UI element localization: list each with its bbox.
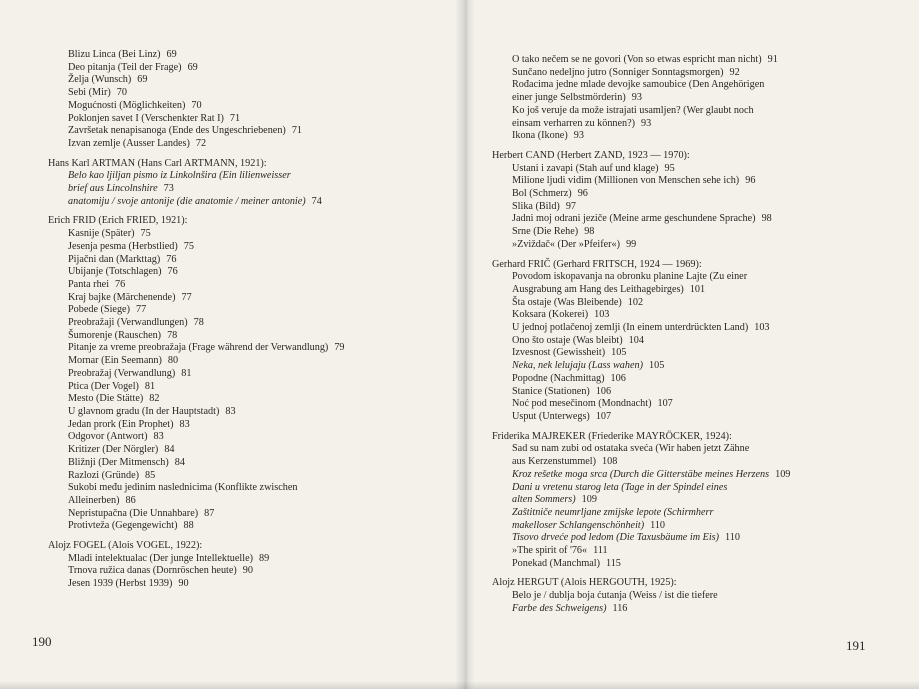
index-entry	[512, 188, 790, 201]
author-name: Herbert CAND (Herbert ZAND, 1923 — 1970):	[492, 149, 690, 161]
entry-page-number: 71	[229, 112, 241, 124]
entry-title: makelloser Schlangenschönheit)	[512, 519, 645, 531]
index-entry	[512, 118, 790, 131]
entry-title: Deo pitanja (Teil der Frage)	[68, 61, 182, 73]
entry-title: Jesen 1939 (Herbst 1939)	[68, 578, 173, 590]
index-entry	[512, 130, 790, 143]
author-name: Erich FRID (Erich FRIED, 1921):	[48, 215, 188, 227]
entry-page-number: 89	[259, 552, 270, 564]
entry-page-number: 76	[166, 253, 177, 265]
entry-title: Mesto (Die Stätte)	[68, 393, 144, 405]
author-heading	[48, 215, 345, 228]
index-entry	[68, 565, 345, 578]
index-entry	[512, 507, 790, 520]
entry-title: Završetak nenapisanoga (Ende des Ungeschriebenen)	[68, 125, 286, 137]
author-heading	[48, 158, 345, 171]
index-entry	[512, 175, 790, 188]
entry-title: Pijačni dan (Markttag)	[68, 253, 161, 265]
index-entry	[512, 590, 790, 603]
entry-page-number: 108	[602, 456, 618, 468]
entry-title: Mogućnosti (Möglichkeiten)	[68, 99, 186, 111]
right-page-number: 191	[846, 638, 866, 653]
entry-page-number: 91	[767, 54, 778, 65]
index-entry	[512, 386, 790, 399]
entry-title: Zaštitniče neumrljane zmijske lepote (Schirmherr	[512, 506, 714, 518]
entry-title: Ustani i zavapi (Stah auf und klage)	[512, 162, 659, 174]
section-gap	[492, 252, 790, 259]
entry-page-number: 109	[775, 468, 791, 480]
entry-title: Slika (Bild)	[512, 200, 560, 212]
entry-page-number: 74	[311, 195, 322, 207]
index-entry	[512, 545, 790, 558]
entry-title: Ubijanje (Totschlagen)	[68, 266, 162, 278]
entry-page-number: 83	[225, 405, 236, 417]
entry-page-number: 96	[745, 175, 756, 187]
entry-page-number: 93	[641, 117, 652, 129]
entry-page-number: 78	[167, 329, 178, 341]
entry-title: Sad su nam zubi od ostataka sveća (Wir haben jetzt Zähne	[512, 443, 750, 455]
entry-title: Usput (Unterwegs)	[512, 410, 590, 422]
entry-page-number: 77	[135, 304, 147, 316]
index-entry	[68, 241, 345, 254]
entry-title: Jedan prork (Ein Prophet)	[68, 418, 174, 430]
entry-page-number: 99	[626, 238, 637, 250]
index-entry	[512, 456, 790, 469]
entry-title: Kasnije (Später)	[68, 228, 135, 240]
index-entry	[68, 578, 345, 591]
entry-title: Jadni moj odrani jezičе (Meine arme geschundene Sprache)	[512, 213, 756, 225]
entry-title: Farbe des Schweigens)	[512, 602, 607, 614]
entry-page-number: 105	[611, 347, 627, 359]
index-entry	[68, 355, 345, 368]
entry-title: Šumorenje (Rauschen)	[68, 329, 162, 341]
entry-page-number: 80	[167, 355, 179, 367]
entry-title: Stanice (Stationen)	[512, 385, 590, 397]
entry-page-number: 115	[605, 557, 621, 569]
entry-title: Povodom iskopavanja na obronku planine Lajte (Zu einer	[512, 271, 748, 283]
entry-title: einsam verharren zu können?)	[512, 117, 636, 129]
entry-page-number: 101	[689, 283, 706, 295]
index-entry	[68, 266, 345, 279]
entry-page-number: 90	[242, 565, 253, 577]
entry-title: Ponekad (Manchmal)	[512, 557, 600, 569]
entry-title: Protivteža (Gegengewicht)	[68, 520, 178, 532]
index-entry	[512, 373, 790, 386]
index-entry	[68, 279, 345, 292]
entry-title: Belo kao ljiljan pismo iz Linkolnšira (Ein lilienweisser	[68, 170, 291, 182]
index-entry	[68, 330, 345, 343]
entry-page-number: 84	[164, 444, 175, 456]
entry-page-number: 87	[204, 507, 215, 519]
entry-title: Poklonjen savet I (Verschenkter Rat I)	[68, 112, 224, 124]
entry-page-number: 92	[729, 66, 740, 78]
entry-page-number: 111	[593, 545, 608, 557]
section-gap	[48, 533, 345, 540]
entry-page-number: 86	[125, 494, 136, 506]
index-entry	[512, 532, 790, 545]
entry-title: Sukobi među jedinim naslednicima (Konflikte zwischen	[68, 482, 298, 494]
section-gap	[492, 424, 790, 431]
entry-page-number: 70	[116, 87, 127, 99]
entry-page-number: 79	[334, 342, 345, 354]
entry-page-number: 110	[725, 532, 740, 544]
index-entry	[512, 494, 790, 507]
index-entry	[512, 558, 790, 571]
index-entry	[68, 62, 345, 75]
index-entry	[512, 603, 790, 616]
right-page	[462, 0, 919, 689]
index-entry	[512, 226, 790, 239]
index-entry	[512, 469, 790, 482]
entry-page-number: 96	[577, 188, 588, 200]
entry-page-number: 78	[193, 317, 204, 329]
index-entry	[68, 304, 345, 317]
entry-page-number: 98	[584, 226, 595, 238]
entry-page-number: 106	[610, 372, 626, 384]
author-name: Alojz HERGUT (Alois HERGOUTH, 1925):	[492, 577, 677, 589]
entry-title: Odgovor (Antwort)	[68, 431, 148, 443]
index-entry	[68, 87, 345, 100]
entry-title: Popodne (Nachmittag)	[512, 372, 605, 384]
index-entry	[512, 411, 790, 424]
entry-title: Belo je / dublja boja ćutanja (Weiss / ist die tiefere	[512, 590, 718, 602]
index-entry	[512, 67, 790, 80]
index-entry	[68, 553, 345, 566]
book-gutter	[455, 0, 475, 689]
entry-page-number: 81	[181, 367, 192, 379]
index-entry	[68, 49, 345, 62]
index-entry	[512, 239, 790, 252]
entry-title: Želja (Wunsch)	[68, 74, 132, 86]
index-entry	[68, 393, 345, 406]
index-entry	[68, 292, 345, 305]
index-entry	[512, 482, 790, 495]
entry-page-number: 109	[581, 494, 597, 506]
entry-title: Pitanje za vreme preobražaja (Frage während der Verwandlung)	[68, 342, 329, 354]
index-entry	[512, 443, 790, 456]
entry-title: aus Kerzenstummel)	[512, 456, 597, 468]
index-entry	[512, 201, 790, 214]
entry-title: Mornar (Ein Seemann)	[68, 355, 162, 367]
index-entry	[512, 360, 790, 373]
index-entry	[512, 54, 790, 67]
index-entry	[68, 228, 345, 241]
entry-page-number: 102	[627, 296, 644, 308]
index-entry	[68, 470, 345, 483]
entry-title: O tako nečem se ne govori (Von so etwas espricht man nicht)	[512, 54, 762, 65]
entry-title: Dani u vretenu starog leta (Tage in der Spindel eines	[512, 481, 728, 493]
entry-title: Bližnji (Der Mitmensch)	[68, 456, 169, 468]
entry-title: Kraj bajke (Märchenende)	[68, 291, 176, 303]
entry-title: Neka, nek lelujaju (Lass wahen)	[512, 360, 643, 372]
index-entry	[68, 100, 345, 113]
page-bottom-edge	[0, 681, 919, 689]
entry-page-number: 81	[144, 380, 156, 392]
author-heading	[48, 540, 345, 553]
entry-page-number: 77	[181, 291, 192, 303]
entry-title: Tisovo drvеće pod ledom (Die Taxusbäume im Eis)	[512, 532, 720, 544]
index-entry	[512, 309, 790, 322]
index-entry	[68, 508, 345, 521]
entry-page-number: 83	[179, 418, 190, 430]
entry-title: Jesenja pesma (Herbstlied)	[68, 240, 178, 252]
index-entry	[68, 125, 345, 138]
entry-page-number: 88	[183, 520, 194, 532]
entry-title: anatomiju / svoje antonije (die anatomie / meiner antonie)	[68, 195, 306, 207]
entry-page-number: 72	[195, 137, 207, 149]
index-entry	[68, 419, 345, 432]
index-entry	[68, 406, 345, 419]
entry-title: Rođacima jedne mlade devojke samoubice (Den Angehörigen	[512, 79, 765, 91]
index-entry	[68, 457, 345, 470]
index-entry	[512, 105, 790, 118]
entry-page-number: 83	[153, 431, 164, 443]
section-gap	[48, 151, 345, 158]
index-entry	[68, 368, 345, 381]
index-entry	[68, 254, 345, 267]
index-entry	[68, 74, 345, 87]
entry-title: Mladi intelektualac (Der junge Intellektuelle)	[68, 552, 253, 564]
index-entry	[512, 297, 790, 310]
index-entry	[68, 113, 345, 126]
entry-title: Koksara (Kokerei)	[512, 309, 589, 321]
entry-title: Blizu Linca (Bei Linz)	[68, 49, 161, 60]
author-heading	[492, 150, 790, 163]
index-entry	[68, 183, 345, 196]
entry-page-number: 90	[178, 578, 189, 590]
entry-page-number: 82	[149, 393, 160, 405]
entry-title: Noć pod mesečinom (Mondnacht)	[512, 398, 652, 410]
entry-title: Alleinerben)	[68, 494, 120, 506]
index-entry	[512, 398, 790, 411]
entry-page-number: 106	[595, 385, 612, 397]
index-entry	[68, 196, 345, 209]
index-entry	[512, 322, 790, 335]
entry-page-number: 69	[187, 61, 198, 73]
index-entry	[68, 381, 345, 394]
entry-page-number: 95	[664, 162, 675, 174]
index-entry	[512, 520, 790, 533]
index-entry	[68, 495, 345, 508]
entry-page-number: 107	[595, 410, 612, 422]
index-entry	[512, 347, 790, 360]
section-gap	[492, 143, 790, 150]
entry-page-number: 70	[191, 99, 202, 111]
entry-title: Ko još veruje da može istrajati usamljen? (Wer glaubt noch	[512, 104, 754, 116]
entry-title: Srne (Die Rehe)	[512, 226, 579, 238]
entry-title: Izvan zemlje (Ausser Landes)	[68, 137, 190, 149]
entry-title: alten Sommers)	[512, 494, 576, 506]
entry-title: Pobede (Siege)	[68, 304, 130, 316]
entry-page-number: 76	[115, 278, 126, 290]
author-name: Hans Karl ARTMAN (Hans Carl ARTMANN, 1921):	[48, 157, 267, 169]
index-entry	[68, 170, 345, 183]
entry-title: Kroz rešetke moga srca (Durch die Gitterstäbe meines Herzens	[512, 468, 770, 480]
entry-page-number: 71	[291, 125, 302, 137]
entry-title: einer junge Selbstmörderin)	[512, 92, 626, 104]
entry-title: brief aus Lincolnshire	[68, 183, 158, 195]
entry-page-number: 97	[565, 200, 577, 212]
section-gap	[492, 570, 790, 577]
index-entry	[68, 482, 345, 495]
entry-page-number: 104	[628, 334, 644, 346]
entry-title: Razlozi (Gründe)	[68, 469, 139, 481]
entry-title: U glavnom gradu (In der Hauptstadt)	[68, 405, 220, 417]
index-entry	[68, 138, 345, 151]
entry-title: Trnova ružica danas (Dornröschen heute)	[68, 565, 237, 577]
left-page	[0, 0, 458, 689]
entry-page-number: 76	[167, 266, 178, 278]
entry-title: Ikona (Ikone)	[512, 130, 568, 142]
author-heading	[492, 259, 790, 272]
index-entry	[68, 317, 345, 330]
entry-page-number: 110	[650, 519, 666, 531]
author-name: Gerhard FRIČ (Gerhard FRITSCH, 1924 — 1969):	[492, 258, 702, 270]
entry-page-number: 116	[612, 602, 628, 614]
index-entry	[512, 213, 790, 226]
author-name: Alojz FOGEL (Alois VOGEL, 1922):	[48, 540, 203, 552]
index-entry	[512, 284, 790, 297]
entry-title: Nepristupačna (Die Unnahbare)	[68, 507, 199, 519]
left-page-number: 190	[32, 634, 52, 649]
entry-title: Panta rhei	[68, 278, 110, 290]
entry-page-number: 84	[174, 456, 185, 468]
entry-title: »The spirit of '76«	[512, 545, 588, 557]
entry-title: Kritizer (Der Nörgler)	[68, 444, 159, 456]
entry-title: U jednoj potlačenoj zemlji (In einem unterdrückten Land)	[512, 322, 749, 334]
entry-page-number: 93	[631, 92, 642, 104]
entry-page-number: 69	[166, 49, 177, 60]
section-gap	[48, 208, 345, 215]
entry-page-number: 107	[657, 398, 673, 410]
index-entry	[68, 431, 345, 444]
entry-title: Sunčano nedeljno jutro (Sonniger Sonntagsmorgen)	[512, 66, 724, 78]
entry-title: Šta ostaje (Was Bleibende)	[512, 296, 622, 308]
index-entry	[68, 342, 345, 355]
entry-title: Ono što ostaje (Was bleibt)	[512, 334, 623, 346]
left-page-index	[48, 49, 345, 591]
right-page-index	[492, 54, 790, 616]
entry-title: Preobražaji (Verwandlungen)	[68, 317, 188, 329]
author-name: Friderika MAJREKER (Friederike MAYRÖCKER, 1924):	[492, 430, 732, 442]
entry-title: Ausgrabung am Hang des Leithagebirges)	[512, 283, 684, 295]
index-entry	[512, 335, 790, 348]
entry-title: Izvesnost (Gewissheit)	[512, 347, 606, 359]
entry-page-number: 73	[163, 183, 174, 195]
author-heading	[492, 431, 790, 444]
index-entry	[512, 163, 790, 176]
entry-page-number: 103	[754, 322, 770, 334]
index-entry	[512, 92, 790, 105]
entry-title: »Zviždač« (Der »Pfeifer«)	[512, 238, 621, 250]
entry-title: Ptica (Der Vogel)	[68, 380, 139, 392]
entry-page-number: 75	[183, 240, 194, 252]
entry-title: Milione ljudi vidim (Millionen von Menschen sehe ich)	[512, 175, 740, 187]
entry-page-number: 93	[573, 130, 584, 142]
index-entry	[512, 271, 790, 284]
entry-page-number: 105	[649, 360, 665, 372]
entry-title: Bol (Schmerz)	[512, 188, 572, 200]
entry-title: Sebi (Mir)	[68, 87, 111, 99]
index-entry	[68, 444, 345, 457]
entry-page-number: 85	[145, 469, 156, 481]
entry-page-number: 69	[137, 74, 148, 86]
index-entry	[68, 520, 345, 533]
entry-title: Preobražaj (Verwandlung)	[68, 367, 176, 379]
entry-page-number: 98	[761, 213, 772, 225]
author-heading	[492, 577, 790, 590]
entry-page-number: 75	[140, 228, 151, 240]
index-entry	[512, 79, 790, 92]
entry-page-number: 103	[594, 309, 610, 321]
